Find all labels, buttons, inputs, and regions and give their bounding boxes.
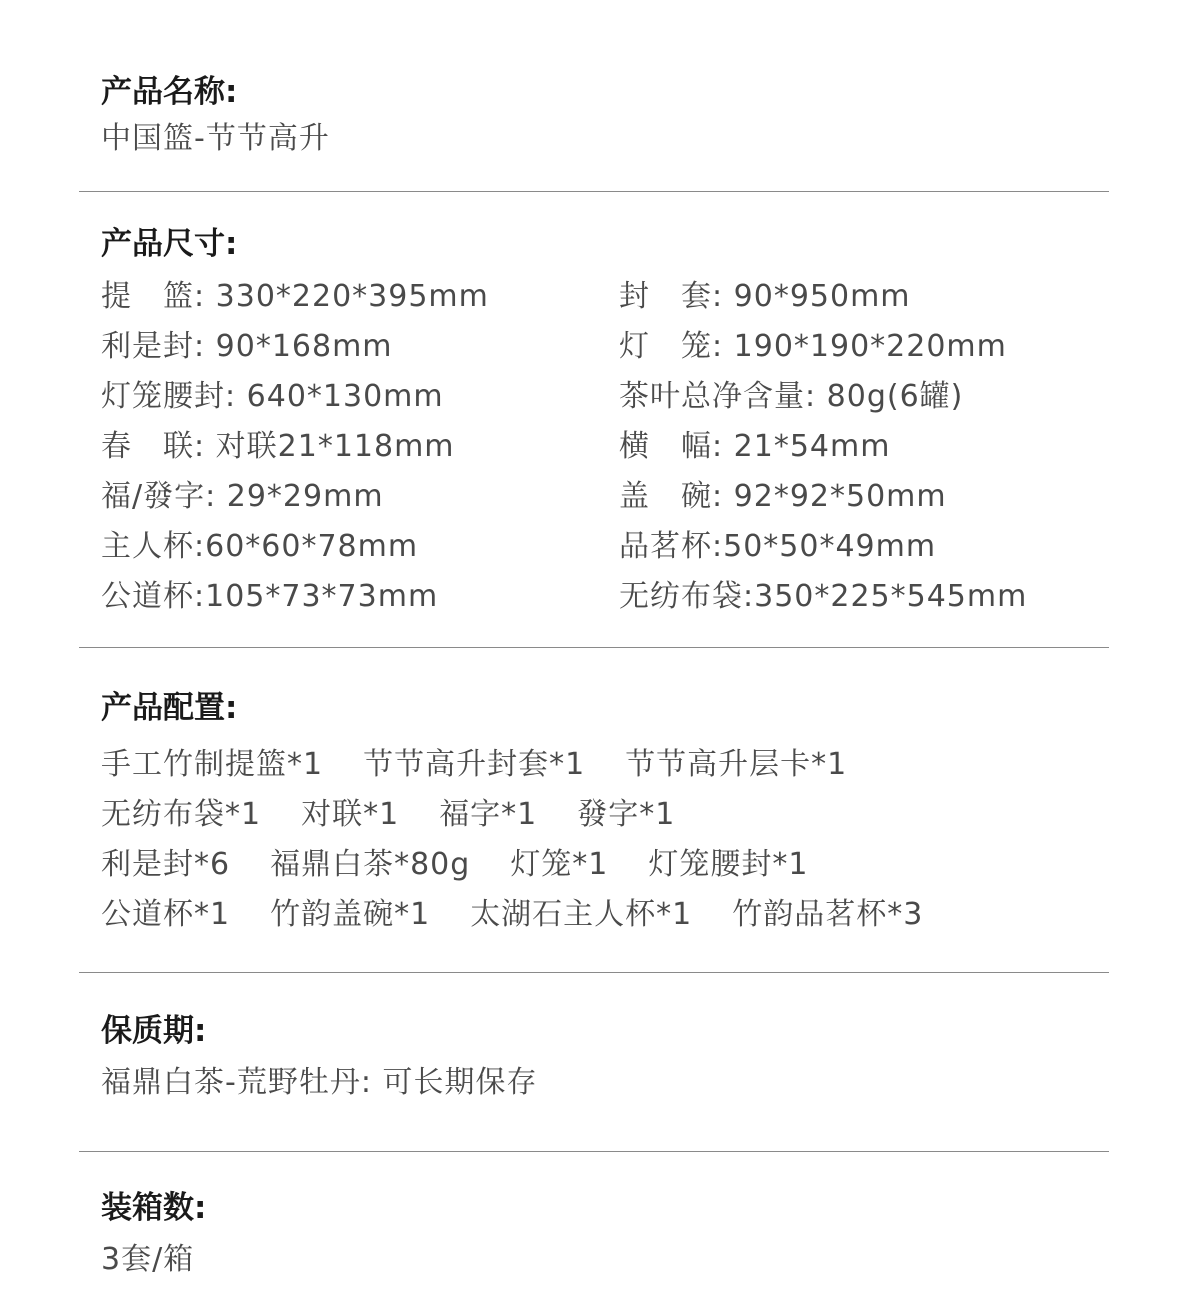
config-item: 竹韵品茗杯*3 — [732, 897, 924, 932]
shelf-life-section — [101, 1011, 1109, 1108]
config-row — [101, 840, 1109, 890]
config-item: 公道杯*1 — [101, 897, 231, 932]
size-item: 灯 笼: 190*190*220mm — [619, 329, 1007, 364]
product-config-heading: 产品配置: — [101, 690, 238, 726]
size-item: 福/發字: 29*29mm — [101, 479, 384, 514]
config-list — [101, 740, 1109, 940]
shelf-life-heading: 保质期: — [101, 1013, 207, 1049]
product-name-value: 中国篮-节节高升 — [101, 121, 330, 156]
divider — [79, 1151, 1109, 1152]
config-item: 福鼎白茶*80g — [270, 847, 471, 882]
size-item: 主人杯:60*60*78mm — [101, 529, 419, 564]
size-item: 品茗杯:50*50*49mm — [619, 529, 937, 564]
config-item: 竹韵盖碗*1 — [270, 897, 431, 932]
size-item: 灯笼腰封: 640*130mm — [101, 379, 444, 414]
product-name-section — [101, 72, 1109, 164]
divider — [79, 972, 1109, 973]
size-item: 封 套: 90*950mm — [619, 279, 911, 314]
config-item: 福字*1 — [439, 797, 538, 832]
config-row — [101, 890, 1109, 940]
size-item: 茶叶总净含量: 80g(6罐) — [619, 379, 964, 414]
config-row — [101, 740, 1109, 790]
size-item: 无纺布袋:350*225*545mm — [619, 579, 1028, 614]
config-row — [101, 790, 1109, 840]
product-size-section — [101, 224, 1109, 622]
packing-section — [101, 1188, 1109, 1285]
size-item: 提 篮: 330*220*395mm — [101, 279, 489, 314]
divider — [79, 647, 1109, 648]
config-item: 太湖石主人杯*1 — [470, 897, 693, 932]
size-item: 盖 碗: 92*92*50mm — [619, 479, 947, 514]
size-item: 横 幅: 21*54mm — [619, 429, 891, 464]
size-grid — [101, 272, 1109, 622]
size-item: 利是封: 90*168mm — [101, 329, 393, 364]
config-item: 手工竹制提篮*1 — [101, 747, 324, 782]
config-item: 灯笼*1 — [510, 847, 609, 882]
packing-heading: 装箱数: — [101, 1190, 207, 1226]
product-name-heading: 产品名称: — [101, 74, 238, 110]
product-config-section — [101, 688, 1109, 940]
packing-value: 3套/箱 — [101, 1242, 195, 1277]
config-item: 节节高升层卡*1 — [625, 747, 848, 782]
size-item: 春 联: 对联21*118mm — [101, 429, 455, 464]
config-item: 發字*1 — [577, 797, 676, 832]
divider — [79, 191, 1109, 192]
shelf-life-value: 福鼎白茶-荒野牡丹: 可长期保存 — [101, 1065, 538, 1100]
config-item: 灯笼腰封*1 — [648, 847, 809, 882]
config-item: 对联*1 — [301, 797, 400, 832]
config-item: 无纺布袋*1 — [101, 797, 262, 832]
size-item: 公道杯:105*73*73mm — [101, 579, 439, 614]
config-item: 利是封*6 — [101, 847, 231, 882]
config-item: 节节高升封套*1 — [363, 747, 586, 782]
product-size-heading: 产品尺寸: — [101, 226, 238, 262]
